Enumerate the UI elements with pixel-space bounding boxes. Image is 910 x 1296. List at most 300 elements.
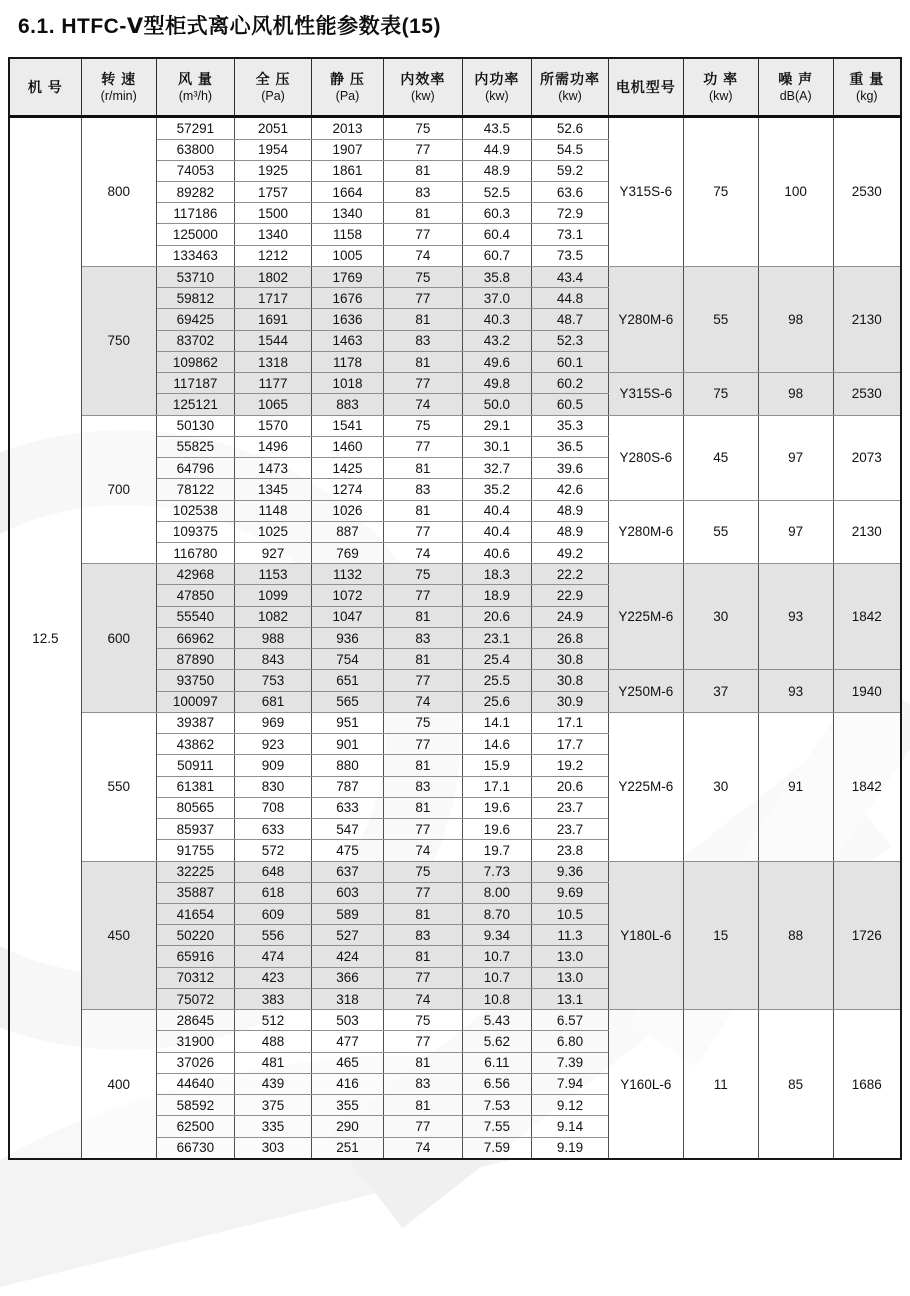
cell-flow: 83702 xyxy=(156,330,234,351)
cell-required-power: 7.39 xyxy=(532,1052,609,1073)
cell-efficiency: 81 xyxy=(384,649,462,670)
cell-efficiency: 81 xyxy=(384,1095,462,1116)
cell-efficiency: 75 xyxy=(384,712,462,733)
cell-flow: 66730 xyxy=(156,1137,234,1159)
cell-efficiency: 83 xyxy=(384,776,462,797)
cell-flow: 125000 xyxy=(156,224,234,245)
cell-required-power: 43.4 xyxy=(532,266,609,287)
cell-flow: 50220 xyxy=(156,925,234,946)
cell-noise: 97 xyxy=(758,500,833,564)
cell-static-pressure: 637 xyxy=(311,861,383,882)
cell-required-power: 9.36 xyxy=(532,861,609,882)
cell-power: 30 xyxy=(683,564,758,670)
cell-efficiency: 77 xyxy=(384,1031,462,1052)
cell-total-pressure: 1345 xyxy=(235,479,312,500)
cell-static-pressure: 416 xyxy=(311,1073,383,1094)
table-row xyxy=(9,564,901,585)
cell-internal-power: 6.56 xyxy=(462,1073,532,1094)
cell-internal-power: 5.62 xyxy=(462,1031,532,1052)
cell-efficiency: 83 xyxy=(384,330,462,351)
col-header-machine-no xyxy=(9,58,81,117)
cell-power: 55 xyxy=(683,500,758,564)
cell-flow: 57291 xyxy=(156,117,234,140)
cell-flow: 102538 xyxy=(156,500,234,521)
cell-noise: 98 xyxy=(758,266,833,372)
cell-internal-power: 19.6 xyxy=(462,797,532,818)
cell-required-power: 23.8 xyxy=(532,840,609,861)
cell-internal-power: 30.1 xyxy=(462,436,532,457)
cell-total-pressure: 1318 xyxy=(235,351,312,372)
cell-efficiency: 77 xyxy=(384,819,462,840)
cell-required-power: 30.8 xyxy=(532,649,609,670)
cell-static-pressure: 1340 xyxy=(311,203,383,224)
header-label: 所需功率 xyxy=(540,71,600,88)
cell-power: 75 xyxy=(683,373,758,415)
cell-flow: 39387 xyxy=(156,712,234,733)
cell-efficiency: 74 xyxy=(384,1137,462,1159)
cell-flow: 78122 xyxy=(156,479,234,500)
cell-static-pressure: 754 xyxy=(311,649,383,670)
cell-internal-power: 35.2 xyxy=(462,479,532,500)
cell-internal-power: 29.1 xyxy=(462,415,532,436)
header-label: 功 率 xyxy=(703,71,739,88)
cell-efficiency: 81 xyxy=(384,203,462,224)
cell-weight: 1842 xyxy=(833,564,901,670)
cell-total-pressure: 572 xyxy=(235,840,312,861)
cell-static-pressure: 887 xyxy=(311,521,383,542)
cell-internal-power: 19.6 xyxy=(462,819,532,840)
cell-required-power: 30.8 xyxy=(532,670,609,691)
cell-flow: 85937 xyxy=(156,819,234,840)
col-header-flow xyxy=(156,58,234,117)
cell-internal-power: 14.6 xyxy=(462,734,532,755)
cell-weight: 1940 xyxy=(833,670,901,712)
cell-required-power: 49.2 xyxy=(532,543,609,564)
cell-internal-power: 19.7 xyxy=(462,840,532,861)
cell-efficiency: 81 xyxy=(384,797,462,818)
cell-static-pressure: 1072 xyxy=(311,585,383,606)
cell-power: 11 xyxy=(683,1010,758,1159)
cell-total-pressure: 556 xyxy=(235,925,312,946)
cell-efficiency: 77 xyxy=(384,373,462,394)
cell-motor-model: Y315S-6 xyxy=(608,117,683,267)
cell-flow: 41654 xyxy=(156,903,234,924)
cell-internal-power: 37.0 xyxy=(462,288,532,309)
cell-flow: 116780 xyxy=(156,543,234,564)
cell-static-pressure: 1132 xyxy=(311,564,383,585)
cell-internal-power: 40.6 xyxy=(462,543,532,564)
header-unit: (Pa) xyxy=(261,88,285,103)
col-header-static-pressure xyxy=(311,58,383,117)
cell-efficiency: 77 xyxy=(384,288,462,309)
cell-internal-power: 10.7 xyxy=(462,946,532,967)
cell-required-power: 52.6 xyxy=(532,117,609,140)
cell-efficiency: 81 xyxy=(384,1052,462,1073)
cell-efficiency: 83 xyxy=(384,479,462,500)
cell-efficiency: 81 xyxy=(384,946,462,967)
cell-efficiency: 74 xyxy=(384,543,462,564)
cell-flow: 58592 xyxy=(156,1095,234,1116)
cell-static-pressure: 318 xyxy=(311,988,383,1009)
cell-flow: 66962 xyxy=(156,627,234,648)
cell-internal-power: 18.9 xyxy=(462,585,532,606)
cell-total-pressure: 1212 xyxy=(235,245,312,266)
cell-flow: 91755 xyxy=(156,840,234,861)
cell-weight: 2130 xyxy=(833,500,901,564)
cell-efficiency: 75 xyxy=(384,564,462,585)
cell-flow: 80565 xyxy=(156,797,234,818)
cell-internal-power: 15.9 xyxy=(462,755,532,776)
cell-flow: 133463 xyxy=(156,245,234,266)
cell-efficiency: 77 xyxy=(384,882,462,903)
table-row xyxy=(9,712,901,733)
cell-required-power: 13.1 xyxy=(532,988,609,1009)
cell-noise: 97 xyxy=(758,415,833,500)
page-title: 6.1. HTFC-Ⅴ型柜式离心风机性能参数表(15) xyxy=(18,15,441,38)
cell-efficiency: 77 xyxy=(384,585,462,606)
cell-total-pressure: 1099 xyxy=(235,585,312,606)
cell-static-pressure: 769 xyxy=(311,543,383,564)
cell-efficiency: 75 xyxy=(384,266,462,287)
cell-motor-model: Y225M-6 xyxy=(608,712,683,861)
cell-noise: 93 xyxy=(758,670,833,712)
cell-required-power: 54.5 xyxy=(532,139,609,160)
cell-efficiency: 75 xyxy=(384,415,462,436)
cell-flow: 44640 xyxy=(156,1073,234,1094)
header-label: 噪 声 xyxy=(778,71,814,88)
cell-static-pressure: 1026 xyxy=(311,500,383,521)
cell-motor-model: Y225M-6 xyxy=(608,564,683,670)
cell-flow: 55825 xyxy=(156,436,234,457)
cell-flow: 100097 xyxy=(156,691,234,712)
cell-static-pressure: 1158 xyxy=(311,224,383,245)
cell-flow: 55540 xyxy=(156,606,234,627)
cell-total-pressure: 1177 xyxy=(235,373,312,394)
cell-internal-power: 43.2 xyxy=(462,330,532,351)
cell-efficiency: 77 xyxy=(384,224,462,245)
cell-flow: 109862 xyxy=(156,351,234,372)
cell-static-pressure: 901 xyxy=(311,734,383,755)
cell-required-power: 35.3 xyxy=(532,415,609,436)
cell-power: 45 xyxy=(683,415,758,500)
cell-motor-model: Y315S-6 xyxy=(608,373,683,415)
cell-static-pressure: 1460 xyxy=(311,436,383,457)
cell-required-power: 60.1 xyxy=(532,351,609,372)
cell-flow: 62500 xyxy=(156,1116,234,1137)
cell-noise: 91 xyxy=(758,712,833,861)
cell-required-power: 36.5 xyxy=(532,436,609,457)
cell-required-power: 26.8 xyxy=(532,627,609,648)
cell-power: 75 xyxy=(683,117,758,267)
cell-efficiency: 81 xyxy=(384,351,462,372)
cell-flow: 28645 xyxy=(156,1010,234,1031)
col-header-total-pressure xyxy=(235,58,312,117)
header-label: 内功率 xyxy=(474,71,520,88)
header-label: 电机型号 xyxy=(615,78,676,95)
header-row xyxy=(9,58,901,117)
cell-required-power: 13.0 xyxy=(532,946,609,967)
cell-weight: 1726 xyxy=(833,861,901,1010)
cell-total-pressure: 1025 xyxy=(235,521,312,542)
col-header-weight xyxy=(833,58,901,117)
cell-flow: 125121 xyxy=(156,394,234,415)
cell-static-pressure: 1047 xyxy=(311,606,383,627)
table-row xyxy=(9,1010,901,1031)
cell-total-pressure: 618 xyxy=(235,882,312,903)
cell-weight: 1686 xyxy=(833,1010,901,1159)
header-label: 机 号 xyxy=(27,78,63,95)
cell-required-power: 48.9 xyxy=(532,521,609,542)
cell-required-power: 6.57 xyxy=(532,1010,609,1031)
cell-internal-power: 60.4 xyxy=(462,224,532,245)
cell-total-pressure: 481 xyxy=(235,1052,312,1073)
performance-table xyxy=(8,57,902,1160)
cell-machine-no: 12.5 xyxy=(9,117,81,1160)
cell-total-pressure: 335 xyxy=(235,1116,312,1137)
cell-total-pressure: 1148 xyxy=(235,500,312,521)
header-unit: (kw) xyxy=(485,88,509,103)
cell-efficiency: 74 xyxy=(384,691,462,712)
cell-total-pressure: 1925 xyxy=(235,160,312,181)
cell-weight: 2530 xyxy=(833,373,901,415)
cell-internal-power: 10.7 xyxy=(462,967,532,988)
header-label: 静 压 xyxy=(330,71,365,88)
cell-total-pressure: 439 xyxy=(235,1073,312,1094)
cell-noise: 100 xyxy=(758,117,833,267)
cell-static-pressure: 465 xyxy=(311,1052,383,1073)
cell-required-power: 9.69 xyxy=(532,882,609,903)
cell-total-pressure: 1473 xyxy=(235,458,312,479)
cell-flow: 31900 xyxy=(156,1031,234,1052)
cell-efficiency: 81 xyxy=(384,903,462,924)
col-header-required-power xyxy=(532,58,609,117)
table-row xyxy=(9,117,901,140)
cell-internal-power: 5.43 xyxy=(462,1010,532,1031)
cell-total-pressure: 923 xyxy=(235,734,312,755)
cell-internal-power: 32.7 xyxy=(462,458,532,479)
cell-internal-power: 40.3 xyxy=(462,309,532,330)
cell-total-pressure: 681 xyxy=(235,691,312,712)
cell-internal-power: 25.6 xyxy=(462,691,532,712)
table-row xyxy=(9,861,901,882)
cell-noise: 93 xyxy=(758,564,833,670)
cell-flow: 70312 xyxy=(156,967,234,988)
cell-required-power: 72.9 xyxy=(532,203,609,224)
cell-static-pressure: 603 xyxy=(311,882,383,903)
cell-flow: 69425 xyxy=(156,309,234,330)
cell-internal-power: 44.9 xyxy=(462,139,532,160)
cell-required-power: 9.12 xyxy=(532,1095,609,1116)
cell-flow: 43862 xyxy=(156,734,234,755)
cell-efficiency: 75 xyxy=(384,1010,462,1031)
cell-total-pressure: 830 xyxy=(235,776,312,797)
cell-total-pressure: 1340 xyxy=(235,224,312,245)
cell-efficiency: 75 xyxy=(384,117,462,140)
cell-efficiency: 81 xyxy=(384,755,462,776)
cell-static-pressure: 424 xyxy=(311,946,383,967)
cell-static-pressure: 1636 xyxy=(311,309,383,330)
cell-static-pressure: 1274 xyxy=(311,479,383,500)
cell-required-power: 39.6 xyxy=(532,458,609,479)
cell-required-power: 11.3 xyxy=(532,925,609,946)
cell-flow: 75072 xyxy=(156,988,234,1009)
cell-required-power: 13.0 xyxy=(532,967,609,988)
cell-internal-power: 25.5 xyxy=(462,670,532,691)
cell-total-pressure: 609 xyxy=(235,903,312,924)
cell-motor-model: Y160L-6 xyxy=(608,1010,683,1159)
col-header-efficiency xyxy=(384,58,462,117)
cell-total-pressure: 474 xyxy=(235,946,312,967)
header-unit: (kw) xyxy=(411,88,435,103)
cell-static-pressure: 1541 xyxy=(311,415,383,436)
cell-flow: 109375 xyxy=(156,521,234,542)
cell-static-pressure: 633 xyxy=(311,797,383,818)
cell-total-pressure: 375 xyxy=(235,1095,312,1116)
cell-motor-model: Y280M-6 xyxy=(608,500,683,564)
col-header-internal-power xyxy=(462,58,532,117)
cell-required-power: 19.2 xyxy=(532,755,609,776)
cell-speed: 700 xyxy=(81,415,156,564)
cell-internal-power: 23.1 xyxy=(462,627,532,648)
cell-total-pressure: 512 xyxy=(235,1010,312,1031)
cell-power: 15 xyxy=(683,861,758,1010)
cell-total-pressure: 488 xyxy=(235,1031,312,1052)
cell-static-pressure: 936 xyxy=(311,627,383,648)
cell-flow: 50130 xyxy=(156,415,234,436)
cell-efficiency: 77 xyxy=(384,670,462,691)
cell-internal-power: 60.3 xyxy=(462,203,532,224)
cell-static-pressure: 503 xyxy=(311,1010,383,1031)
cell-efficiency: 74 xyxy=(384,988,462,1009)
cell-static-pressure: 1463 xyxy=(311,330,383,351)
cell-noise: 88 xyxy=(758,861,833,1010)
cell-internal-power: 14.1 xyxy=(462,712,532,733)
header-label: 重 量 xyxy=(849,71,885,88)
cell-efficiency: 77 xyxy=(384,139,462,160)
cell-static-pressure: 251 xyxy=(311,1137,383,1159)
cell-required-power: 22.2 xyxy=(532,564,609,585)
cell-static-pressure: 565 xyxy=(311,691,383,712)
cell-total-pressure: 303 xyxy=(235,1137,312,1159)
col-header-noise xyxy=(758,58,833,117)
cell-required-power: 22.9 xyxy=(532,585,609,606)
cell-total-pressure: 383 xyxy=(235,988,312,1009)
header-unit: (m³/h) xyxy=(178,88,213,103)
cell-static-pressure: 290 xyxy=(311,1116,383,1137)
cell-required-power: 30.9 xyxy=(532,691,609,712)
cell-power: 30 xyxy=(683,712,758,861)
cell-required-power: 17.1 xyxy=(532,712,609,733)
cell-internal-power: 60.7 xyxy=(462,245,532,266)
cell-static-pressure: 475 xyxy=(311,840,383,861)
table-row xyxy=(9,415,901,436)
cell-weight: 2130 xyxy=(833,266,901,372)
cell-required-power: 60.5 xyxy=(532,394,609,415)
cell-flow: 64796 xyxy=(156,458,234,479)
cell-noise: 85 xyxy=(758,1010,833,1159)
cell-motor-model: Y280S-6 xyxy=(608,415,683,500)
cell-efficiency: 77 xyxy=(384,1116,462,1137)
cell-flow: 117187 xyxy=(156,373,234,394)
cell-static-pressure: 1861 xyxy=(311,160,383,181)
cell-static-pressure: 951 xyxy=(311,712,383,733)
cell-efficiency: 83 xyxy=(384,627,462,648)
cell-efficiency: 83 xyxy=(384,1073,462,1094)
cell-internal-power: 20.6 xyxy=(462,606,532,627)
cell-motor-model: Y250M-6 xyxy=(608,670,683,712)
cell-internal-power: 8.70 xyxy=(462,903,532,924)
cell-efficiency: 81 xyxy=(384,309,462,330)
cell-required-power: 63.6 xyxy=(532,182,609,203)
cell-static-pressure: 2013 xyxy=(311,117,383,140)
cell-required-power: 42.6 xyxy=(532,479,609,500)
cell-internal-power: 25.4 xyxy=(462,649,532,670)
cell-total-pressure: 753 xyxy=(235,670,312,691)
cell-flow: 53710 xyxy=(156,266,234,287)
cell-internal-power: 9.34 xyxy=(462,925,532,946)
cell-power: 55 xyxy=(683,266,758,372)
cell-total-pressure: 1570 xyxy=(235,415,312,436)
cell-internal-power: 10.8 xyxy=(462,988,532,1009)
cell-static-pressure: 1664 xyxy=(311,182,383,203)
cell-flow: 42968 xyxy=(156,564,234,585)
cell-weight: 2530 xyxy=(833,117,901,267)
cell-efficiency: 81 xyxy=(384,160,462,181)
cell-internal-power: 40.4 xyxy=(462,521,532,542)
cell-required-power: 52.3 xyxy=(532,330,609,351)
cell-required-power: 9.14 xyxy=(532,1116,609,1137)
cell-internal-power: 7.53 xyxy=(462,1095,532,1116)
header-unit: dB(A) xyxy=(779,88,812,103)
cell-flow: 65916 xyxy=(156,946,234,967)
cell-static-pressure: 1178 xyxy=(311,351,383,372)
cell-static-pressure: 477 xyxy=(311,1031,383,1052)
cell-required-power: 73.5 xyxy=(532,245,609,266)
header-label: 转 速 xyxy=(101,71,137,88)
cell-efficiency: 75 xyxy=(384,861,462,882)
cell-motor-model: Y180L-6 xyxy=(608,861,683,1010)
cell-static-pressure: 547 xyxy=(311,819,383,840)
cell-flow: 32225 xyxy=(156,861,234,882)
cell-internal-power: 35.8 xyxy=(462,266,532,287)
cell-required-power: 59.2 xyxy=(532,160,609,181)
cell-required-power: 73.1 xyxy=(532,224,609,245)
cell-efficiency: 81 xyxy=(384,500,462,521)
cell-efficiency: 77 xyxy=(384,734,462,755)
cell-total-pressure: 648 xyxy=(235,861,312,882)
cell-static-pressure: 355 xyxy=(311,1095,383,1116)
header-label: 风 量 xyxy=(177,71,213,88)
cell-total-pressure: 1691 xyxy=(235,309,312,330)
cell-internal-power: 8.00 xyxy=(462,882,532,903)
cell-total-pressure: 1065 xyxy=(235,394,312,415)
cell-flow: 74053 xyxy=(156,160,234,181)
cell-total-pressure: 1082 xyxy=(235,606,312,627)
cell-flow: 63800 xyxy=(156,139,234,160)
cell-efficiency: 74 xyxy=(384,245,462,266)
cell-weight: 1842 xyxy=(833,712,901,861)
cell-static-pressure: 1005 xyxy=(311,245,383,266)
cell-total-pressure: 1544 xyxy=(235,330,312,351)
cell-speed: 450 xyxy=(81,861,156,1010)
col-header-power xyxy=(683,58,758,117)
cell-internal-power: 7.73 xyxy=(462,861,532,882)
cell-flow: 87890 xyxy=(156,649,234,670)
cell-total-pressure: 1717 xyxy=(235,288,312,309)
cell-flow: 35887 xyxy=(156,882,234,903)
cell-flow: 37026 xyxy=(156,1052,234,1073)
cell-efficiency: 77 xyxy=(384,521,462,542)
